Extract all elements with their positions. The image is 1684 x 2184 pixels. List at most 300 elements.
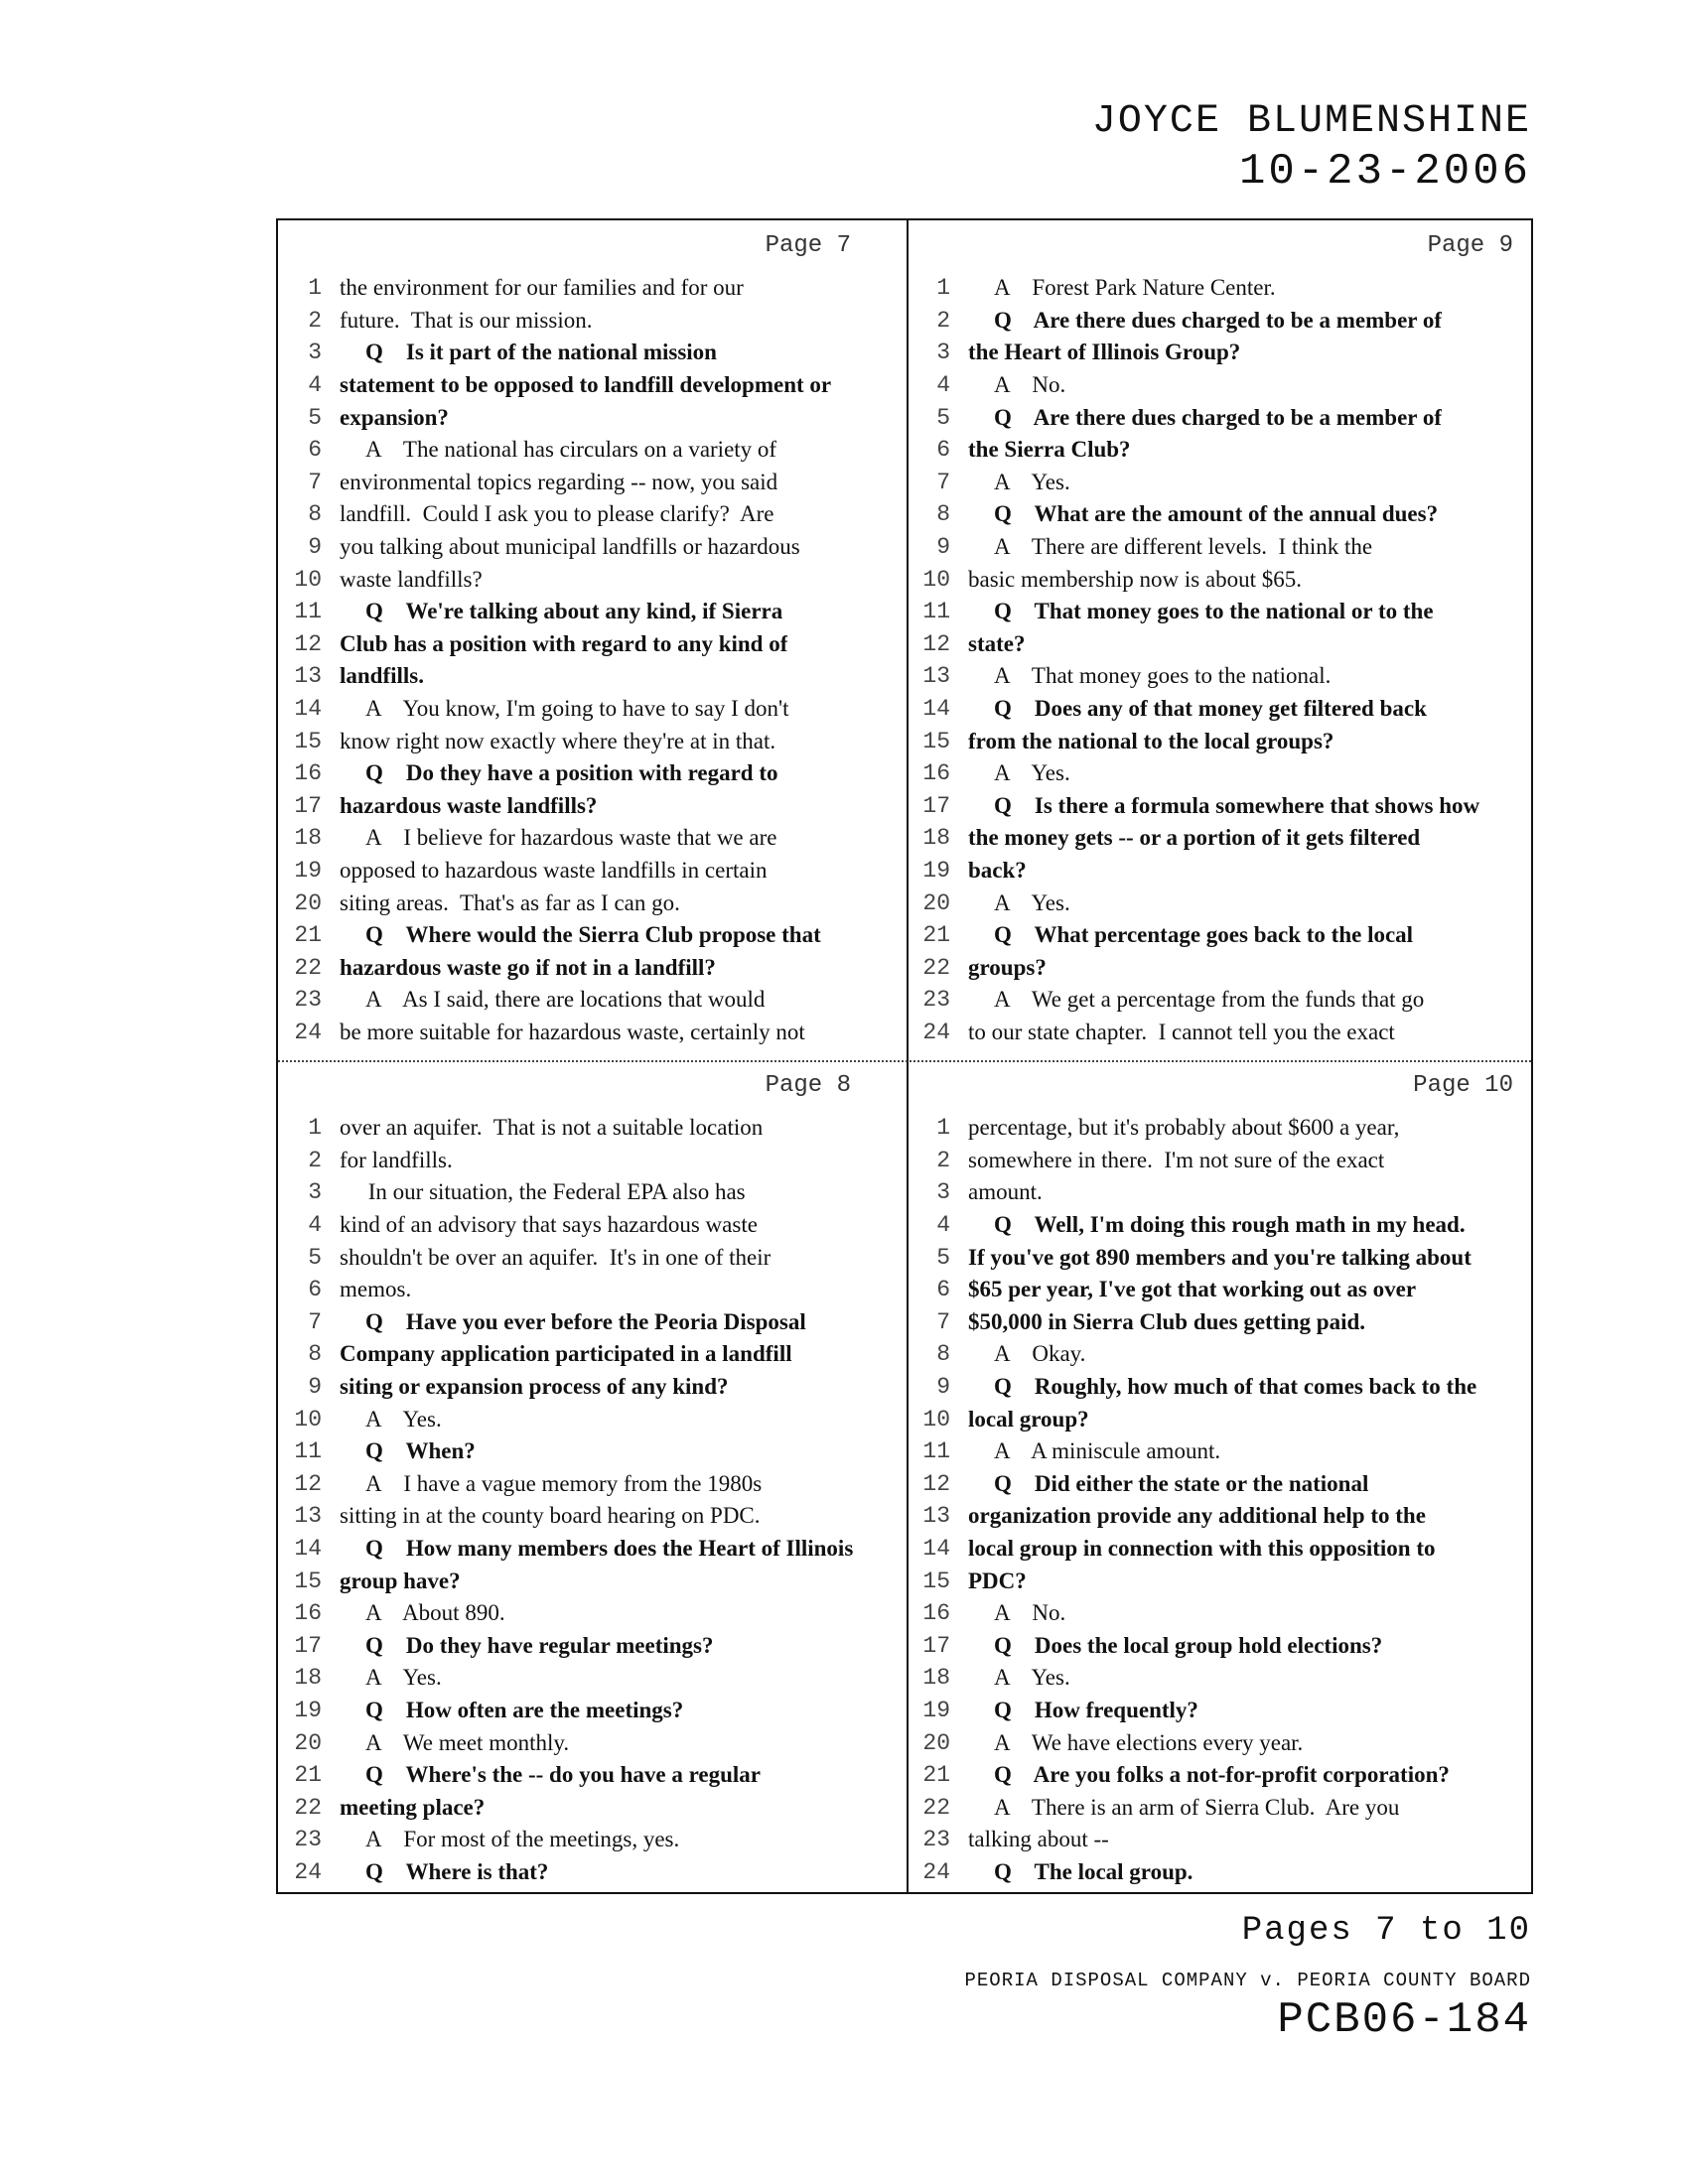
- line-text: Q Where is that?: [365, 1858, 549, 1884]
- line-number: 20: [294, 1729, 322, 1756]
- line-number: 12: [294, 630, 322, 657]
- transcript-line: [907, 1209, 1535, 1242]
- line-text: A We have elections every year.: [994, 1729, 1304, 1755]
- line-text: Q We're talking about any kind, if Sierra: [365, 599, 783, 624]
- line-text: siting or expansion process of any kind?: [340, 1374, 729, 1400]
- transcript-line: [278, 1597, 907, 1630]
- line-text: A You know, I'm going to have to say I don't: [365, 696, 789, 722]
- line-number: 3: [308, 340, 322, 366]
- transcript-line: [907, 1565, 1535, 1597]
- line-text: percentage, but it's probably about $600 a year,: [968, 1115, 1400, 1141]
- line-text: A Yes.: [994, 889, 1070, 915]
- line-number: 9: [936, 534, 950, 561]
- case-number: PCB06-184: [1277, 1995, 1531, 2045]
- line-text: A We meet monthly.: [365, 1729, 570, 1755]
- transcript-line: [907, 1468, 1535, 1501]
- case-caption: PEORIA DISPOSAL COMPANY v. PEORIA COUNTY BOARD: [964, 1970, 1531, 1991]
- transcript-line: [278, 1791, 907, 1824]
- line-text: A Yes.: [994, 1665, 1070, 1691]
- transcript-line: [278, 1274, 907, 1306]
- line-number: 22: [922, 1794, 950, 1821]
- line-number: 21: [294, 922, 322, 949]
- line-number: 5: [308, 404, 322, 431]
- line-text: Club has a position with regard to any kind of: [340, 630, 788, 656]
- transcript-line: [907, 951, 1535, 984]
- line-text: be more suitable for hazardous waste, certainly not: [340, 1019, 805, 1044]
- line-text: Q Where's the -- do you have a regular: [365, 1762, 762, 1788]
- line-text: A For most of the meetings, yes.: [365, 1827, 680, 1852]
- transcript-line: [907, 1435, 1535, 1468]
- transcript-line: [278, 498, 907, 531]
- transcript-line: [278, 1630, 907, 1663]
- transcript-line: [907, 660, 1535, 693]
- line-text: A A miniscule amount.: [994, 1438, 1221, 1464]
- line-text: organization provide any additional help to the: [968, 1503, 1426, 1529]
- transcript-line: [278, 401, 907, 434]
- transcript-line: [907, 401, 1535, 434]
- transcript-line: [278, 531, 907, 564]
- transcript-line: [278, 1533, 907, 1566]
- line-number: 22: [294, 1794, 322, 1821]
- line-number: 3: [308, 1179, 322, 1206]
- transcript-page-10: [907, 1060, 1535, 1900]
- line-text: A As I said, there are locations that would: [365, 987, 766, 1013]
- line-text: waste landfills?: [340, 566, 483, 592]
- line-text: environmental topics regarding -- now, you said: [340, 469, 778, 494]
- transcript-line: [278, 1726, 907, 1759]
- transcript-page-8: [278, 1060, 907, 1900]
- line-text: meeting place?: [340, 1794, 486, 1820]
- transcript-line: [278, 984, 907, 1017]
- line-number: 4: [936, 372, 950, 399]
- line-text: A No.: [994, 1600, 1066, 1626]
- transcript-line: [907, 855, 1535, 887]
- line-text: local group in connection with this opposition to: [968, 1536, 1436, 1562]
- transcript-line: [278, 951, 907, 984]
- transcript-line: [907, 790, 1535, 823]
- line-text: basic membership now is about $65.: [968, 566, 1303, 592]
- transcript-line: [278, 434, 907, 467]
- line-text: know right now exactly where they're at in that.: [340, 728, 776, 753]
- transcript-line: [278, 1565, 907, 1597]
- transcript-line: [907, 498, 1535, 531]
- line-text: opposed to hazardous waste landfills in certain: [340, 857, 768, 883]
- line-number: 21: [294, 1762, 322, 1789]
- line-number: 4: [936, 1212, 950, 1239]
- line-number: 9: [308, 534, 322, 561]
- line-text: A Yes.: [994, 469, 1070, 494]
- line-text: local group?: [968, 1406, 1089, 1432]
- line-text: A Okay.: [994, 1341, 1086, 1367]
- line-number: 11: [922, 599, 950, 625]
- line-number: 10: [922, 566, 950, 593]
- line-number: 12: [922, 1470, 950, 1497]
- line-text: from the national to the local groups?: [968, 728, 1334, 753]
- line-number: 2: [308, 307, 322, 334]
- line-text: A About 890.: [365, 1600, 505, 1626]
- line-number: 14: [294, 1536, 322, 1563]
- transcript-line: [278, 855, 907, 887]
- line-text: siting areas. That's as far as I can go.: [340, 889, 680, 915]
- line-number: 7: [308, 469, 322, 495]
- transcript-line: [907, 1824, 1535, 1856]
- transcript-line: [907, 563, 1535, 596]
- line-text: Q Does any of that money get filtered back: [994, 696, 1427, 722]
- transcript-line: [907, 1500, 1535, 1533]
- transcript-line: [278, 272, 907, 305]
- line-number: 13: [922, 663, 950, 690]
- line-text: A There is an arm of Sierra Club. Are you: [994, 1794, 1400, 1820]
- line-text: Q Well, I'm doing this rough math in my head.: [994, 1212, 1466, 1238]
- page-label: Page 9: [1427, 232, 1513, 259]
- transcript-line: [907, 984, 1535, 1017]
- line-number: 23: [922, 1827, 950, 1853]
- transcript-line: [907, 1176, 1535, 1209]
- line-text: landfills.: [340, 663, 425, 689]
- line-number: 8: [308, 501, 322, 528]
- transcript-line: [278, 1371, 907, 1404]
- transcript-line: [907, 1403, 1535, 1435]
- transcript-line: [907, 1759, 1535, 1792]
- transcript-lines: [278, 1112, 907, 1888]
- transcript-page-9: [907, 220, 1535, 1060]
- transcript-line: [907, 434, 1535, 467]
- line-text: A No.: [994, 372, 1066, 398]
- line-number: 12: [922, 630, 950, 657]
- transcript-line: [907, 1145, 1535, 1177]
- line-number: 11: [922, 1438, 950, 1465]
- line-number: 17: [294, 1632, 322, 1659]
- transcript-line: [907, 1662, 1535, 1695]
- line-number: 13: [294, 1503, 322, 1530]
- transcript-line: [907, 467, 1535, 499]
- transcript-line: [907, 1306, 1535, 1339]
- transcript-line: [278, 1017, 907, 1049]
- line-number: 15: [294, 728, 322, 754]
- line-text: Q How frequently?: [994, 1697, 1198, 1722]
- line-number: 1: [936, 1115, 950, 1142]
- line-text: Q Have you ever before the Peoria Disposal: [365, 1308, 806, 1334]
- line-text: Q Roughly, how much of that comes back to the: [994, 1374, 1477, 1400]
- line-text: Q When?: [365, 1438, 476, 1464]
- line-text: $50,000 in Sierra Club dues getting paid.: [968, 1308, 1365, 1334]
- line-number: 3: [936, 340, 950, 366]
- transcript-line: [907, 1726, 1535, 1759]
- transcript-line: [278, 628, 907, 661]
- line-text: expansion?: [340, 404, 449, 430]
- transcript-line: [278, 467, 907, 499]
- transcript-line: [278, 1241, 907, 1274]
- transcript-line: [907, 272, 1535, 305]
- line-number: 10: [922, 1406, 950, 1433]
- line-text: Q Does the local group hold elections?: [994, 1632, 1383, 1658]
- transcript-line: [278, 1435, 907, 1468]
- line-text: Q Is it part of the national mission: [365, 340, 717, 365]
- transcript-line: [907, 822, 1535, 855]
- transcript-line: [278, 1209, 907, 1242]
- line-text: Q How many members does the Heart of Illinois: [365, 1536, 854, 1562]
- line-number: 24: [294, 1858, 322, 1885]
- transcript-line: [907, 757, 1535, 790]
- line-number: 3: [936, 1179, 950, 1206]
- line-number: 9: [308, 1374, 322, 1401]
- line-number: 15: [922, 1568, 950, 1594]
- line-text: the environment for our families and for our: [340, 275, 744, 301]
- line-number: 22: [922, 954, 950, 981]
- line-text: Q Are you folks a not-for-profit corporation?: [994, 1762, 1450, 1788]
- line-number: 15: [294, 1568, 322, 1594]
- line-text: hazardous waste go if not in a landfill?: [340, 954, 716, 980]
- line-number: 2: [936, 307, 950, 334]
- line-number: 10: [294, 1406, 322, 1433]
- transcript-line: [278, 1695, 907, 1727]
- transcript-line: [278, 1468, 907, 1501]
- line-number: 4: [308, 1212, 322, 1239]
- line-text: state?: [968, 630, 1026, 656]
- line-number: 8: [308, 1341, 322, 1368]
- line-number: 13: [294, 663, 322, 690]
- transcript-line: [907, 1695, 1535, 1727]
- line-number: 8: [936, 501, 950, 528]
- transcript-line: [278, 305, 907, 338]
- transcript-line: [907, 1112, 1535, 1145]
- line-text: kind of an advisory that says hazardous waste: [340, 1212, 758, 1238]
- line-text: to our state chapter. I cannot tell you the exact: [968, 1019, 1395, 1044]
- line-number: 21: [922, 1762, 950, 1789]
- transcript-line: [907, 596, 1535, 628]
- line-text: memos.: [340, 1277, 412, 1302]
- line-number: 18: [294, 825, 322, 852]
- line-number: 24: [922, 1019, 950, 1045]
- transcript-line: [278, 693, 907, 726]
- deponent-name: JOYCE BLUMENSHINE: [1091, 99, 1531, 144]
- transcript-line: [907, 1371, 1535, 1404]
- line-text: Q Are there dues charged to be a member of: [994, 307, 1442, 333]
- line-text: for landfills.: [340, 1147, 453, 1172]
- line-text: somewhere in there. I'm not sure of the exact: [968, 1147, 1385, 1172]
- line-number: 2: [308, 1147, 322, 1173]
- transcript-line: [907, 628, 1535, 661]
- line-number: 1: [308, 275, 322, 302]
- transcript-line: [278, 757, 907, 790]
- line-text: A There are different levels. I think the: [994, 534, 1373, 560]
- transcript-line: [907, 887, 1535, 919]
- transcript-line: [907, 1630, 1535, 1663]
- transcript-line: [278, 1662, 907, 1695]
- transcript-line: [278, 337, 907, 369]
- transcript-line: [278, 660, 907, 693]
- transcript-line: [907, 305, 1535, 338]
- line-text: Q What percentage goes back to the local: [994, 922, 1414, 948]
- transcript-line: [278, 1856, 907, 1889]
- line-number: 7: [308, 1308, 322, 1335]
- line-number: 23: [294, 987, 322, 1014]
- line-text: Q Did either the state or the national: [994, 1470, 1369, 1496]
- line-text: Q That money goes to the national or to the: [994, 599, 1434, 624]
- line-text: A I have a vague memory from the 1980s: [365, 1470, 763, 1496]
- transcript-lines: [907, 1112, 1535, 1888]
- transcript-line: [278, 1403, 907, 1435]
- line-text: amount.: [968, 1179, 1043, 1205]
- line-text: the Sierra Club?: [968, 437, 1131, 463]
- line-number: 20: [922, 1729, 950, 1756]
- transcript-line: [907, 1856, 1535, 1889]
- line-number: 7: [936, 1308, 950, 1335]
- line-text: you talking about municipal landfills or hazardous: [340, 534, 800, 560]
- line-number: 10: [294, 566, 322, 593]
- line-text: Q How often are the meetings?: [365, 1697, 684, 1722]
- line-text: the Heart of Illinois Group?: [968, 340, 1241, 365]
- transcript-lines: [907, 272, 1535, 1048]
- line-number: 21: [922, 922, 950, 949]
- line-text: back?: [968, 857, 1027, 883]
- line-number: 16: [922, 1600, 950, 1627]
- line-number: 11: [294, 599, 322, 625]
- line-number: 20: [922, 889, 950, 916]
- transcript-page-7: [278, 220, 907, 1060]
- line-number: 4: [308, 372, 322, 399]
- transcript-line: [278, 1338, 907, 1371]
- line-number: 24: [294, 1019, 322, 1045]
- line-text: Q What are the amount of the annual dues?: [994, 501, 1439, 527]
- line-text: the money gets -- or a portion of it gets filtered: [968, 825, 1421, 851]
- line-text: groups?: [968, 954, 1047, 980]
- line-text: Q Do they have regular meetings?: [365, 1632, 714, 1658]
- line-text: shouldn't be over an aquifer. It's in one of their: [340, 1244, 772, 1270]
- line-text: Company application participated in a landfill: [340, 1341, 792, 1367]
- line-text: Q Are there dues charged to be a member of: [994, 404, 1442, 430]
- deposition-date: 10-23-2006: [1238, 147, 1531, 197]
- line-text: over an aquifer. That is not a suitable location: [340, 1115, 764, 1141]
- transcript-line: [907, 1597, 1535, 1630]
- line-number: 6: [936, 437, 950, 464]
- line-number: 22: [294, 954, 322, 981]
- line-text: A Yes.: [365, 1665, 442, 1691]
- transcript-line: [907, 725, 1535, 757]
- line-number: 23: [922, 987, 950, 1014]
- transcript-line: [907, 693, 1535, 726]
- transcript-line: [278, 790, 907, 823]
- line-number: 16: [294, 760, 322, 787]
- line-number: 14: [294, 696, 322, 723]
- line-number: 8: [936, 1341, 950, 1368]
- line-text: A Yes.: [365, 1406, 442, 1432]
- line-number: 7: [936, 469, 950, 495]
- line-number: 18: [922, 825, 950, 852]
- line-number: 20: [294, 889, 322, 916]
- line-text: A Yes.: [994, 760, 1070, 786]
- line-number: 6: [308, 1277, 322, 1303]
- line-text: A We get a percentage from the funds that go: [994, 987, 1425, 1013]
- line-number: 16: [294, 1600, 322, 1627]
- line-text: A I believe for hazardous waste that we are: [365, 825, 777, 851]
- page-label: Page 7: [765, 232, 851, 259]
- transcript-line: [278, 1176, 907, 1209]
- line-number: 18: [294, 1665, 322, 1692]
- line-number: 16: [922, 760, 950, 787]
- page-label: Page 8: [765, 1072, 851, 1099]
- transcript-line: [278, 1759, 907, 1792]
- transcript-line: [278, 596, 907, 628]
- line-number: 13: [922, 1503, 950, 1530]
- line-text: Q Do they have a position with regard to: [365, 760, 778, 786]
- transcript-line: [278, 822, 907, 855]
- line-number: 24: [922, 1858, 950, 1885]
- line-text: landfill. Could I ask you to please clarify? Are: [340, 501, 774, 527]
- transcript-line: [907, 1241, 1535, 1274]
- line-number: 19: [922, 1697, 950, 1723]
- line-text: future. That is our mission.: [340, 307, 593, 333]
- line-number: 5: [308, 1244, 322, 1271]
- transcript-line: [278, 563, 907, 596]
- transcript-line: [907, 1017, 1535, 1049]
- transcript-grid: [276, 218, 1533, 1894]
- line-number: 14: [922, 696, 950, 723]
- line-number: 12: [294, 1470, 322, 1497]
- transcript-line: [907, 919, 1535, 952]
- line-number: 19: [294, 857, 322, 884]
- line-number: 11: [294, 1438, 322, 1465]
- line-text: Q Is there a formula somewhere that shows how: [994, 792, 1480, 818]
- line-text: statement to be opposed to landfill development or: [340, 372, 832, 398]
- transcript-line: [907, 369, 1535, 402]
- line-number: 9: [936, 1374, 950, 1401]
- line-number: 17: [922, 792, 950, 819]
- transcript-line: [278, 1145, 907, 1177]
- transcript-line: [907, 531, 1535, 564]
- line-text: Q The local group.: [994, 1858, 1193, 1884]
- line-number: 19: [294, 1697, 322, 1723]
- transcript-line: [907, 337, 1535, 369]
- line-text: talking about --: [968, 1827, 1109, 1852]
- line-number: 17: [294, 792, 322, 819]
- pages-range: Pages 7 to 10: [1241, 1912, 1531, 1950]
- line-text: $65 per year, I've got that working out as over: [968, 1277, 1417, 1302]
- line-number: 14: [922, 1536, 950, 1563]
- transcript-line: [907, 1533, 1535, 1566]
- line-number: 18: [922, 1665, 950, 1692]
- transcript-line: [278, 919, 907, 952]
- line-text: A Forest Park Nature Center.: [994, 275, 1276, 301]
- line-text: hazardous waste landfills?: [340, 792, 598, 818]
- line-text: PDC?: [968, 1568, 1027, 1593]
- transcript-line: [278, 887, 907, 919]
- line-number: 17: [922, 1632, 950, 1659]
- line-number: 5: [936, 1244, 950, 1271]
- transcript-line: [278, 1112, 907, 1145]
- transcript-line: [907, 1338, 1535, 1371]
- transcript-line: [278, 369, 907, 402]
- line-number: 2: [936, 1147, 950, 1173]
- transcript-lines: [278, 272, 907, 1048]
- transcript-line: [278, 725, 907, 757]
- line-number: 6: [308, 437, 322, 464]
- line-text: group have?: [340, 1568, 461, 1593]
- line-number: 1: [936, 275, 950, 302]
- line-text: A The national has circulars on a variety of: [365, 437, 777, 463]
- line-number: 1: [308, 1115, 322, 1142]
- page-label: Page 10: [1413, 1072, 1513, 1099]
- transcript-line: [278, 1500, 907, 1533]
- line-number: 5: [936, 404, 950, 431]
- line-text: sitting in at the county board hearing on PDC.: [340, 1503, 761, 1529]
- line-text: Q Where would the Sierra Club propose that: [365, 922, 821, 948]
- line-number: 6: [936, 1277, 950, 1303]
- line-text: A That money goes to the national.: [994, 663, 1332, 689]
- line-number: 19: [922, 857, 950, 884]
- transcript-line: [278, 1824, 907, 1856]
- transcript-line: [907, 1791, 1535, 1824]
